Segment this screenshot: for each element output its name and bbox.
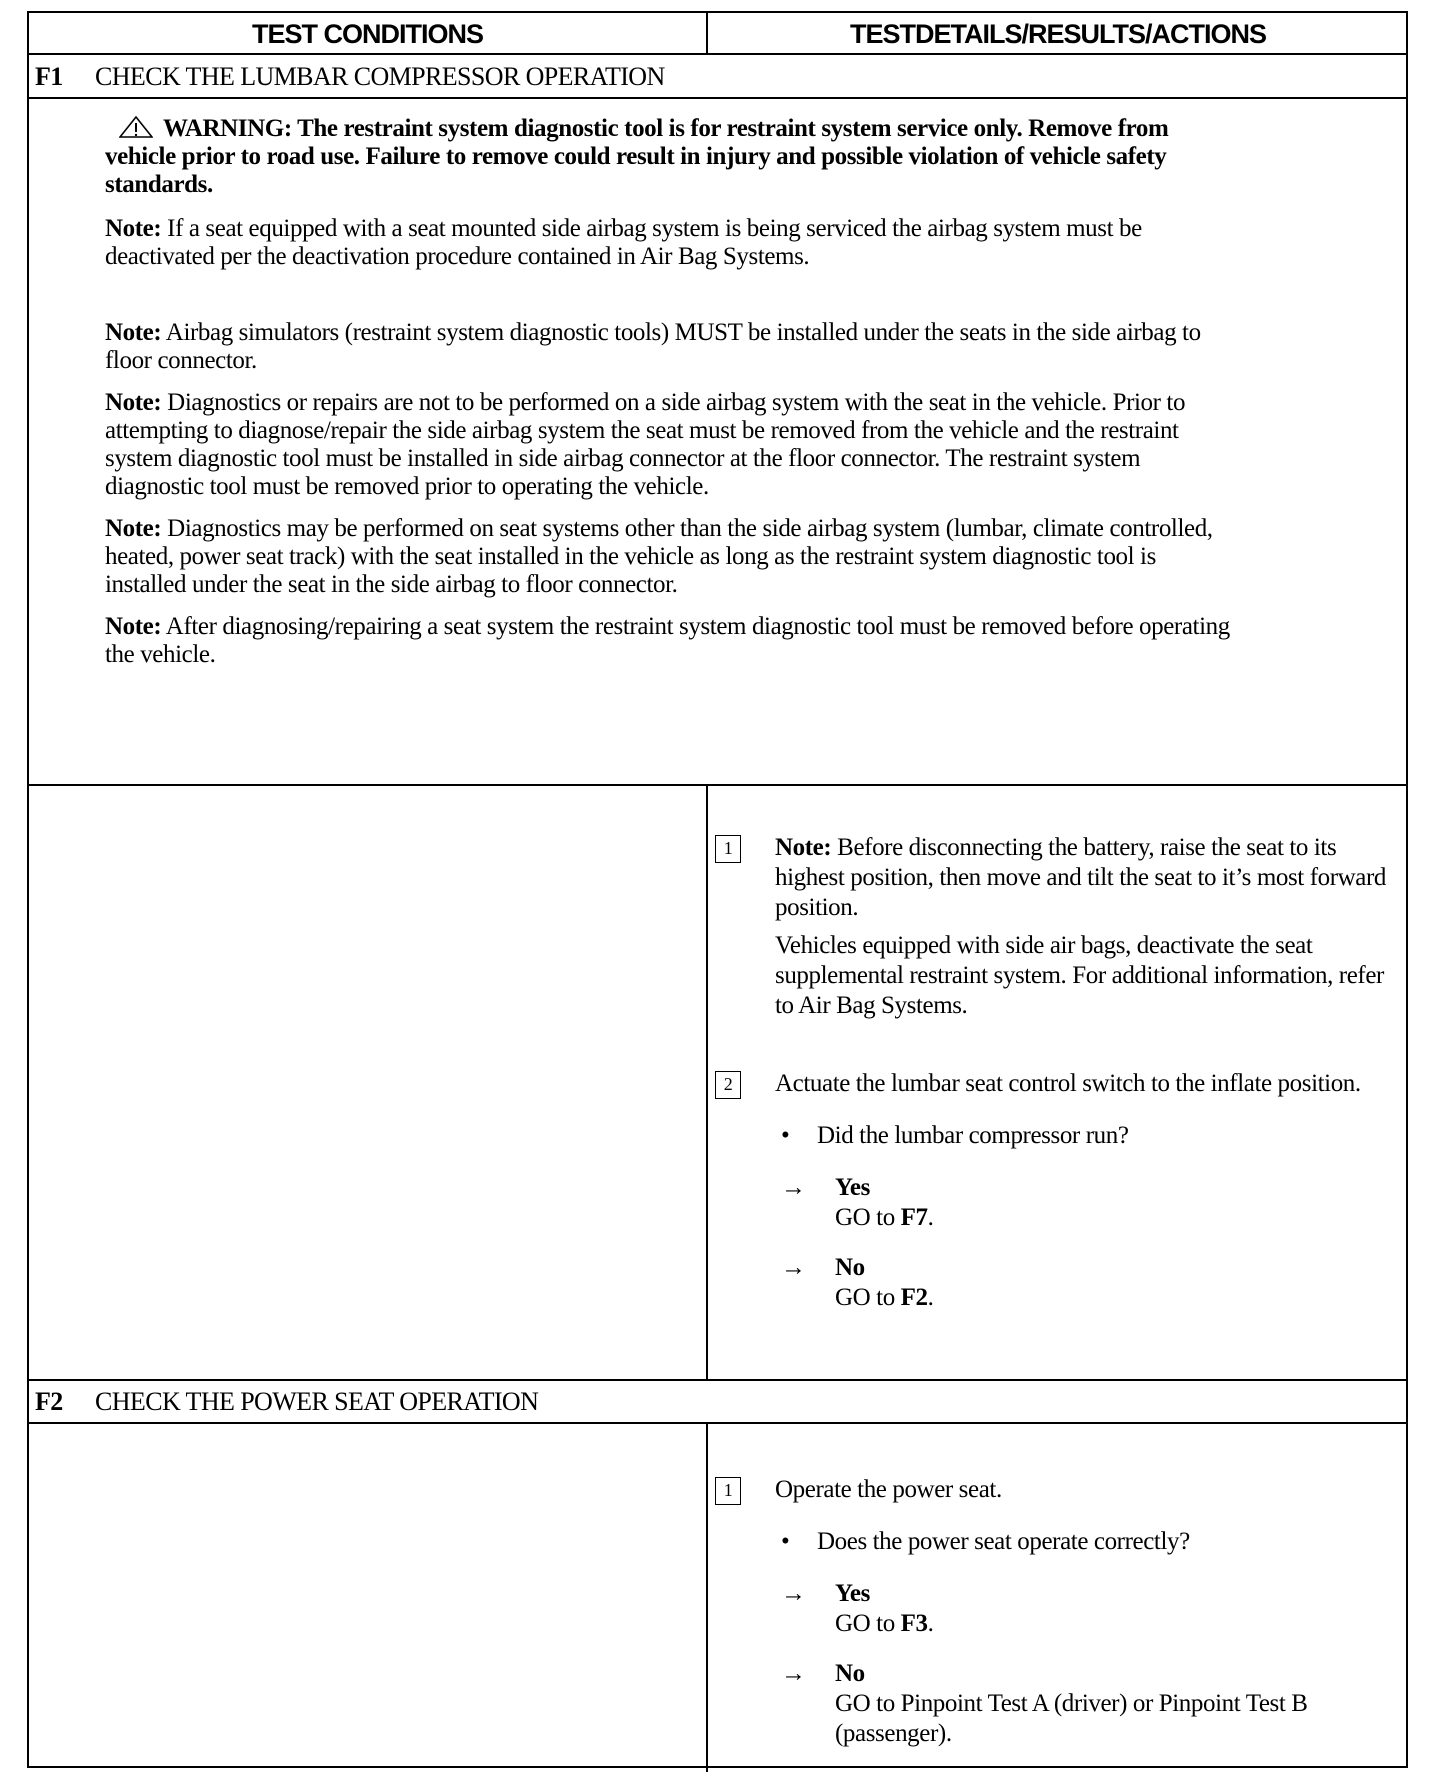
note-text: After diagnosing/repairing a seat system the restraint system diagnostic tool must be removed before operating the vehicle. xyxy=(105,613,1230,668)
header-test-conditions: TEST CONDITIONS xyxy=(251,18,483,49)
question-text: Does the power seat operate correctly? xyxy=(817,1528,1190,1555)
answer-label: No xyxy=(835,1660,865,1687)
divider xyxy=(706,1422,708,1772)
question-text: Did the lumbar compressor run? xyxy=(817,1122,1129,1149)
answer-label: Yes xyxy=(835,1580,870,1607)
f1-steps xyxy=(715,833,1405,1313)
question xyxy=(775,1121,1405,1151)
note-text: Airbag simulators (restraint system diagnostic tools) MUST be installed under the seats in the side airbag to floor connector. xyxy=(105,319,1201,374)
warning xyxy=(105,115,1235,199)
divider xyxy=(29,97,1406,99)
arrow-icon: → xyxy=(781,1660,806,1687)
note xyxy=(105,319,1235,375)
note-label: Note: xyxy=(105,319,162,346)
section-id: F2 xyxy=(35,1387,63,1416)
arrow-icon: → xyxy=(781,1174,806,1201)
note-label: Note: xyxy=(775,834,832,861)
answer-text: . xyxy=(927,1284,934,1311)
answer-text: GO to xyxy=(835,1204,901,1231)
divider xyxy=(29,1422,1406,1424)
section-title: CHECK THE LUMBAR COMPRESSOR OPERATION xyxy=(95,62,665,91)
note xyxy=(105,613,1235,669)
goto-link[interactable]: F3 xyxy=(900,1610,928,1637)
arrow-icon: → xyxy=(781,1254,806,1281)
answer-label: Yes xyxy=(835,1174,870,1201)
answer-text: . xyxy=(927,1204,934,1231)
step-1 xyxy=(715,833,1405,1021)
note-text: If a seat equipped with a seat mounted side airbag system is being serviced the airbag system must be deactivated per the deactivation procedure contained in Air Bag Systems. xyxy=(105,215,1142,270)
warning-triangle-icon xyxy=(119,116,153,138)
note-label: Note: xyxy=(105,215,162,242)
answer-text: GO to xyxy=(835,1284,901,1311)
bullet-icon: • xyxy=(781,1122,790,1149)
divider xyxy=(29,784,1406,786)
step-text: Operate the power seat. xyxy=(775,1476,1002,1503)
f1-notes xyxy=(105,115,1235,683)
note-label: Note: xyxy=(105,515,162,542)
answer-no xyxy=(715,1659,1405,1749)
step-text: Vehicles equipped with side air bags, deactivate the seat supplemental restraint system. For additional information, refer to Air Bag Systems. xyxy=(775,932,1384,1019)
section-id: F1 xyxy=(35,62,63,91)
section-f2-title xyxy=(35,1380,538,1424)
diagnostic-table xyxy=(27,11,1408,1768)
section-f1-title xyxy=(35,55,665,99)
answer-text: GO to xyxy=(835,1610,901,1637)
note-label: Note: xyxy=(105,389,162,416)
question xyxy=(775,1527,1405,1557)
answer-no xyxy=(715,1253,1405,1313)
step-1 xyxy=(715,1475,1405,1749)
answer-label: No xyxy=(835,1254,865,1281)
note-text: Diagnostics or repairs are not to be performed on a side airbag system with the seat in the vehicle. Prior to attempting to diagnose/repair the side airbag system the seat must be removed from the vehicle and the restraint system diagnostic tool must be installed in side airbag connector at the floor connector. The restraint system diagnostic tool must be removed prior to operating the vehicle. xyxy=(105,389,1186,500)
answer-yes xyxy=(715,1579,1405,1639)
note xyxy=(105,389,1235,501)
header-test-details: TESTDETAILS/RESULTS/ACTIONS xyxy=(849,18,1266,49)
step-number-box: 1 xyxy=(715,835,741,863)
note-text: Diagnostics may be performed on seat systems other than the side airbag system (lumbar, climate controlled, heated, power seat track) with the seat installed in the vehicle as long as the restraint system diagnostic tool is installed under the seat in the side airbag to floor connector. xyxy=(105,515,1213,598)
answer-text: . xyxy=(927,1610,934,1637)
f2-steps xyxy=(715,1475,1405,1749)
step-text: Actuate the lumbar seat control switch to the inflate position. xyxy=(775,1070,1361,1097)
step-number-box: 1 xyxy=(715,1477,741,1505)
divider xyxy=(706,784,708,1380)
note xyxy=(105,215,1235,271)
note xyxy=(105,515,1235,599)
goto-link[interactable]: GO to Pinpoint Test A (driver) or Pinpoint Test B (passenger). xyxy=(835,1690,1308,1747)
arrow-icon: → xyxy=(781,1580,806,1607)
bullet-icon: • xyxy=(781,1528,790,1555)
divider xyxy=(706,13,708,55)
step-number-box: 2 xyxy=(715,1071,741,1099)
answer-yes xyxy=(715,1173,1405,1233)
note-label: Note: xyxy=(105,613,162,640)
warning-text: The restraint system diagnostic tool is for restraint system service only. Remove from vehicle prior to road use. Failure to remove could result in injury and possible violation of vehicle safety standards. xyxy=(105,115,1169,198)
step-2 xyxy=(715,1069,1405,1313)
goto-link[interactable]: F7 xyxy=(900,1204,928,1231)
step-text: Before disconnecting the battery, raise the seat to its highest position, then move and tilt the seat to it’s most forward position. xyxy=(775,834,1387,921)
section-title: CHECK THE POWER SEAT OPERATION xyxy=(95,1387,539,1416)
warning-label: WARNING: xyxy=(163,115,292,142)
goto-link[interactable]: F2 xyxy=(900,1284,928,1311)
